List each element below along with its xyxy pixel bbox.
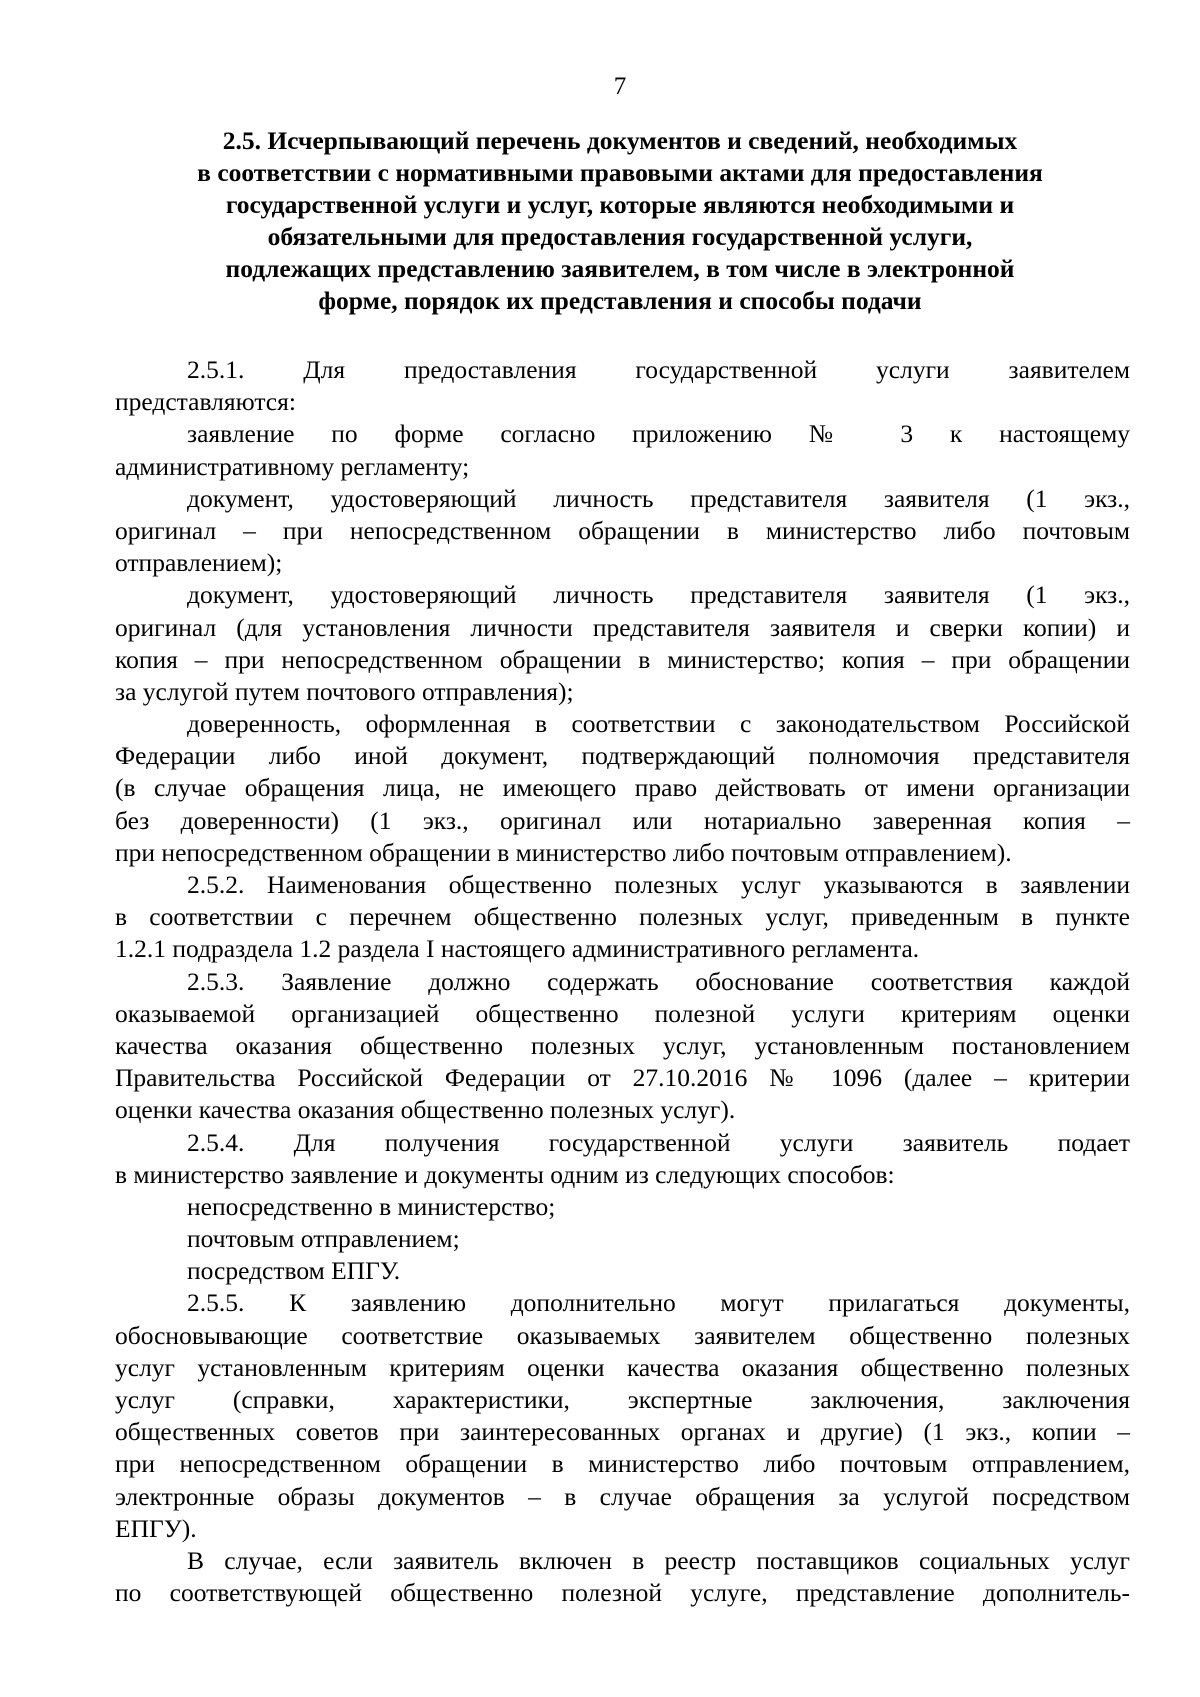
body-text-line: в соответствии с перечнем общественно полезных услуг, приведенным в пункте [115,902,1130,932]
body-text-line: при непосредственном обращении в министерство либо почтовым отправлением). [115,837,1012,867]
body-text-line: документ, удостоверяющий личность представителя заявителя (1 экз., [187,483,1130,513]
page-number: 7 [613,73,627,100]
body-text-line: почтовым отправлением; [187,1224,460,1254]
body-text-line: за услугой путем почтового отправления); [115,676,574,706]
section-heading-line: 2.5. Исчерпывающий перечень документов и сведений, необходимых [222,126,1018,155]
section-heading-line: обязательными для предоставления государственной услуги, [267,222,973,251]
body-text-line: отправлением); [115,548,283,578]
body-text-line: при непосредственном обращении в министерство либо почтовым отправлением, [115,1449,1130,1479]
body-text-line: документ, удостоверяющий личность представителя заявителя (1 экз., [187,580,1130,610]
body-text-line: услуг (справки, характеристики, экспертные заключения, заключения [115,1385,1130,1414]
body-text-line: 2.5.2. Наименования общественно полезных услуг указываются в заявлении [187,870,1130,899]
body-text-line: общественных советов при заинтересованных органах и другие) (1 экз., копии – [115,1417,1130,1447]
section-heading-line: государственной услуги и услуг, которые являются необходимыми и [225,190,1015,219]
body-text-line: оказываемой организацией общественно полезной услуги критериям оценки [115,998,1130,1028]
body-text-line: обосновывающие соответствие оказываемых заявителем общественно полезных [115,1320,1130,1350]
body-text-line: Правительства Российской Федерации от 27.10.2016 № 1096 (далее – критерии [115,1063,1130,1093]
body-text-line: В случае, если заявитель включен в реестр поставщиков социальных услуг [187,1545,1130,1575]
body-text-line: в министерство заявление и документы одним из следующих способов: [115,1159,895,1189]
body-text-line: 2.5.3. Заявление должно содержать обоснование соответствия каждой [187,966,1130,996]
body-text-line: непосредственно в министерство; [187,1191,556,1221]
body-text-line: представляются: [115,387,296,417]
body-text-line: Федерации либо иной документ, подтверждающий полномочия представителя [115,741,1130,771]
body-text-line: 2.5.1. Для предоставления государственной услуги заявителем [187,355,1130,384]
body-text-line: копия – при непосредственном обращении в министерство; копия – при обращении [115,644,1130,674]
body-text-line: 1.2.1 подраздела 1.2 раздела I настоящего административного регламента. [115,934,920,964]
body-text-line: без доверенности) (1 экз., оригинал или нотариально заверенная копия – [115,805,1130,835]
section-heading-line: подлежащих представлению заявителем, в том числе в электронной [225,254,1015,283]
body-text-line: электронные образы документов – в случае обращения за услугой посредством [115,1481,1130,1511]
section-heading [130,125,1110,317]
document-body [115,354,1130,1609]
body-text-line: оригинал (для установления личности представителя заявителя и сверки копии) и [115,612,1130,642]
body-text-line: оценки качества оказания общественно полезных услуг). [115,1095,736,1125]
body-text-line: 2.5.4. Для получения государственной услуги заявитель подает [187,1127,1130,1157]
section-heading-line: в соответствии с нормативными правовыми актами для предоставления [197,158,1043,187]
body-text-line: (в случае обращения лица, не имеющего право действовать от имени организации [115,773,1130,803]
body-text-line: заявление по форме согласно приложению № 3 к настоящему [187,419,1130,449]
body-text-line: административному регламенту; [115,451,470,481]
section-heading-line: форме, порядок их представления и способы подачи [318,286,922,315]
body-text-line: оригинал – при непосредственном обращении в министерство либо почтовым [115,515,1130,545]
body-text-line: по соответствующей общественно полезной услуге, представление дополнитель- [115,1578,1130,1608]
body-text-line: ЕПГУ). [115,1513,197,1543]
body-text-line: доверенность, оформленная в соответствии с законодательством Российской [187,709,1130,739]
body-text-line: 2.5.5. К заявлению дополнительно могут прилагаться документы, [187,1288,1130,1318]
body-text-line: качества оказания общественно полезных услуг, установленным постановлением [115,1030,1130,1060]
body-text-line: посредством ЕПГУ. [187,1256,401,1286]
body-text-line: услуг установленным критериям оценки качества оказания общественно полезных [115,1352,1130,1382]
